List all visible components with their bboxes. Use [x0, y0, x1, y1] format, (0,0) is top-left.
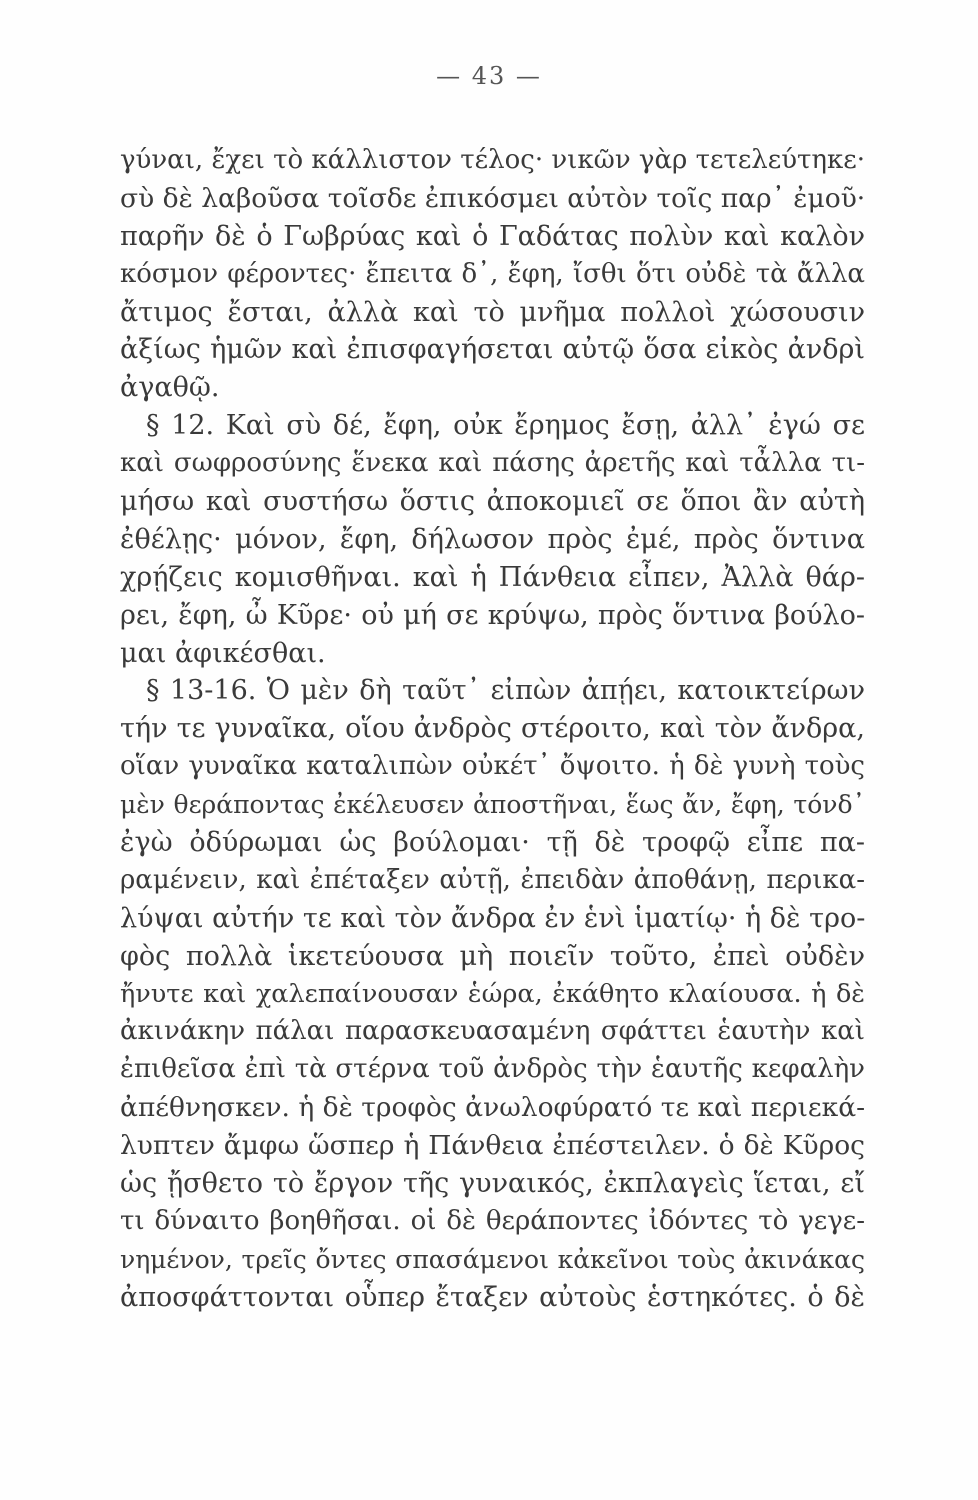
text-line: ἐπιθεῖσα ἐπὶ τὰ στέρνα τοῦ ἀνδρὸς τὴν ἑαυτῆς κεφαλὴν	[120, 1054, 865, 1085]
text-line: λυπτεν ἄμφω ὥσπερ ἡ Πάνθεια ἐπέστειλεν. ὁ δὲ Κῦρος	[120, 1130, 865, 1162]
text-line: μήσω καὶ συστήσω ὅστις ἀποκομιεῖ σε ὅποι ἂν αὐτὴ	[120, 486, 865, 518]
text-line: ἀξίως ἡμῶν καὶ ἐπισφαγήσεται αὐτῷ ὅσα εἰκὸς ἀνδρὶ	[120, 334, 865, 366]
text-line: ὡς ᾔσθετο τὸ ἔργον τῆς γυναικός, ἐκπλαγεὶς ἵεται, εἴ	[120, 1168, 865, 1200]
section-heading-line: § 13-16. Ὁ μὲν δὴ ταῦτ᾽ εἰπὼν ἀπῄει, κατοικτείρων	[146, 675, 865, 707]
text-line: καὶ σωφροσύνης ἕνεκα καὶ πάσης ἀρετῆς καὶ τἆλλα τι-	[120, 448, 865, 479]
text-line: ρει, ἔφη, ὦ Κῦρε· οὐ μή σε κρύψω, πρὸς ὅντινα βούλο-	[120, 599, 865, 631]
text-line: ἄτιμος ἔσται, ἀλλὰ καὶ τὸ μνῆμα πολλοὶ χώσουσιν	[120, 296, 865, 328]
text-line: φὸς πολλὰ ἱκετεύουσα μὴ ποιεῖν τοῦτο, ἐπεὶ οὐδὲν	[120, 940, 865, 972]
text-line: κόσμον φέροντες· ἔπειτα δ᾽, ἔφη, ἴσθι ὅτι οὐδὲ τὰ ἄλλα	[120, 258, 865, 289]
text-line: ραμένειν, καὶ ἐπέταξεν αὐτῇ, ἐπειδὰν ἀποθάνῃ, περικα-	[120, 864, 865, 895]
text-line: σὺ δὲ λαβοῦσα τοῖσδε ἐπικόσμει αὐτὸν τοῖς παρ᾽ ἐμοῦ·	[120, 182, 865, 214]
text-line: ἀγαθῷ.	[120, 372, 220, 404]
text-line: τήν τε γυναῖκα, οἵου ἀνδρὸς στέροιτο, καὶ τὸν ἄνδρα,	[120, 713, 865, 745]
text-line: ἐθέλῃς· μόνον, ἔφη, δήλωσον πρὸς ἐμέ, πρὸς ὅντινα	[120, 523, 865, 555]
text-line: ἤνυτε καὶ χαλεπαίνουσαν ἑώρα, ἐκάθητο κλαίουσα. ἡ δὲ	[120, 978, 865, 1009]
text-line: παρῆν δὲ ὁ Γωβρύας καὶ ὁ Γαδάτας πολὺν καὶ καλὸν	[120, 220, 865, 252]
text-line: λύψαι αὐτήν τε καὶ τὸν ἄνδρα ἐν ἑνὶ ἱματίῳ· ἡ δὲ τρο-	[120, 902, 865, 934]
text-line: μαι ἀφικέσθαι.	[120, 637, 326, 669]
text-line: ἐγὼ ὀδύρωμαι ὡς βούλομαι· τῇ δὲ τροφῷ εἶπε πα-	[120, 827, 865, 859]
text-line: οἵαν γυναῖκα καταλιπὼν οὐκέτ᾽ ὄψοιτο. ἡ δὲ γυνὴ τοὺς	[120, 751, 865, 782]
text-line: νημένον, τρεῖς ὄντες σπασάμενοι κἀκεῖνοι τοὺς ἀκινάκας	[120, 1244, 865, 1274]
page-number: — 43 —	[436, 62, 542, 90]
text-line: χρῄζεις κομισθῆναι. καὶ ἡ Πάνθεια εἶπεν, Ἀλλὰ θάρ-	[120, 561, 865, 593]
text-line: γύναι, ἔχει τὸ κάλλιστον τέλος· νικῶν γὰρ τετελεύτηκε·	[120, 145, 865, 175]
text-line: ἀποσφάττονται οὗπερ ἔταξεν αὐτοὺς ἑστηκότες. ὁ δὲ	[120, 1281, 865, 1313]
section-heading-line: § 12. Καὶ σὺ δέ, ἔφη, οὐκ ἔρημος ἔσῃ, ἀλλ᾽ ἐγώ σε	[146, 410, 865, 442]
text-line: τι δύναιτο βοηθῆσαι. οἱ δὲ θεράποντες ἰδόντες τὸ γεγε-	[120, 1205, 865, 1236]
text-line: ἀπέθνησκεν. ἡ δὲ τροφὸς ἀνωλοφύρατό τε καὶ περιεκά-	[120, 1092, 865, 1124]
body-text	[120, 142, 865, 1317]
text-line: ἀκινάκην πάλαι παρασκευασαμένη σφάττει ἑαυτὴν καὶ	[120, 1016, 865, 1047]
text-line: μὲν θεράποντας ἐκέλευσεν ἀποστῆναι, ἕως ἄν, ἔφη, τόνδ᾽	[120, 790, 865, 820]
